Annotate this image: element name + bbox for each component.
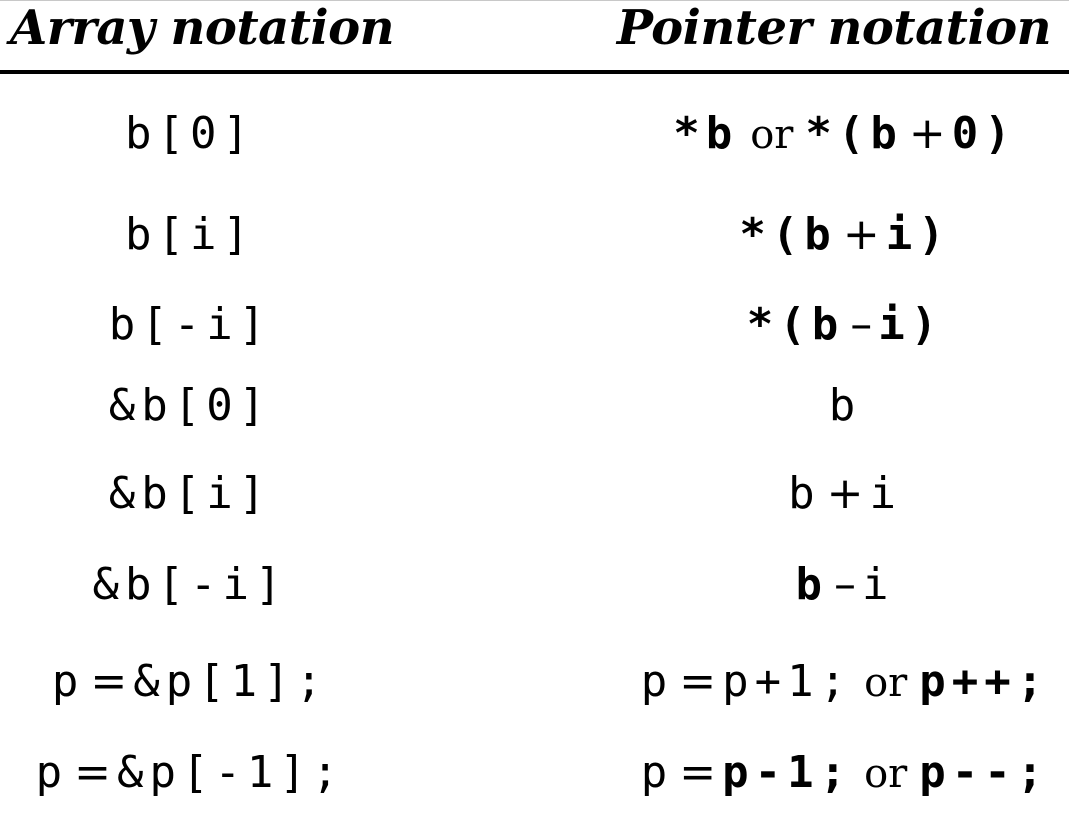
table-row	[0, 652, 1069, 712]
pointer-part: *(b	[746, 299, 845, 350]
table-row	[0, 104, 1069, 164]
pointer-part: p--;	[919, 747, 1050, 798]
pointer-part: *(b	[805, 108, 903, 159]
pointer-cell	[630, 376, 1060, 436]
table-row	[0, 205, 1069, 265]
pointer-part: b	[795, 559, 828, 610]
operator: =	[679, 656, 717, 707]
pointer-part: i	[869, 468, 902, 519]
operator: –	[834, 559, 856, 610]
operator: =	[679, 747, 717, 798]
array-cell: &b[-i]	[92, 559, 288, 610]
array-part: p	[35, 747, 69, 798]
pointer-part: p+1;	[722, 656, 853, 707]
operator: +	[842, 209, 880, 260]
operator: +	[826, 468, 864, 519]
table-header	[0, 0, 1069, 56]
array-cell: b[-i]	[108, 299, 272, 350]
pointer-part: i)	[878, 299, 944, 350]
pointer-cell	[630, 464, 1060, 524]
pointer-part: p++;	[919, 656, 1050, 707]
pointer-cell	[630, 295, 1060, 355]
or-word: or	[864, 751, 908, 797]
pointer-part: i)	[885, 209, 951, 260]
table-row	[0, 555, 1069, 615]
pointer-part: p-1;	[722, 747, 853, 798]
operator: =	[90, 656, 128, 707]
pointer-cell	[630, 555, 1060, 615]
header-rule	[0, 70, 1069, 74]
operator: =	[74, 747, 111, 798]
table-row	[0, 376, 1069, 436]
pointer-part: p	[640, 747, 674, 798]
pointer-part: i	[862, 559, 895, 610]
array-cell	[0, 743, 380, 803]
array-cell: &b[i]	[108, 468, 272, 519]
header-array-notation: Array notation	[10, 0, 395, 56]
pointer-part: p	[640, 656, 674, 707]
array-part: p	[51, 656, 85, 707]
pointer-cell	[630, 205, 1060, 265]
array-cell: b[i]	[125, 209, 255, 260]
or-word: or	[864, 660, 908, 706]
header-pointer-notation: Pointer notation	[616, 0, 1051, 56]
pointer-cell	[630, 743, 1060, 804]
array-cell	[0, 652, 380, 712]
table-row	[0, 743, 1069, 803]
array-cell: b[0]	[125, 108, 255, 159]
table-row	[0, 464, 1069, 524]
pointer-part: *b	[673, 108, 739, 159]
pointer-cell	[630, 652, 1060, 713]
or-word: or	[750, 112, 794, 158]
array-part: &p[-1];	[116, 747, 345, 798]
pointer-part: 0)	[951, 108, 1017, 159]
array-part: &p[1];	[133, 656, 329, 707]
pointer-part: b	[828, 380, 862, 431]
pointer-cell	[630, 104, 1060, 165]
pointer-part: b	[788, 468, 821, 519]
array-cell: &b[0]	[108, 380, 272, 431]
pointer-part: *(b	[739, 209, 837, 260]
operator: +	[908, 108, 946, 159]
table-row	[0, 295, 1069, 355]
operator: –	[850, 299, 873, 350]
